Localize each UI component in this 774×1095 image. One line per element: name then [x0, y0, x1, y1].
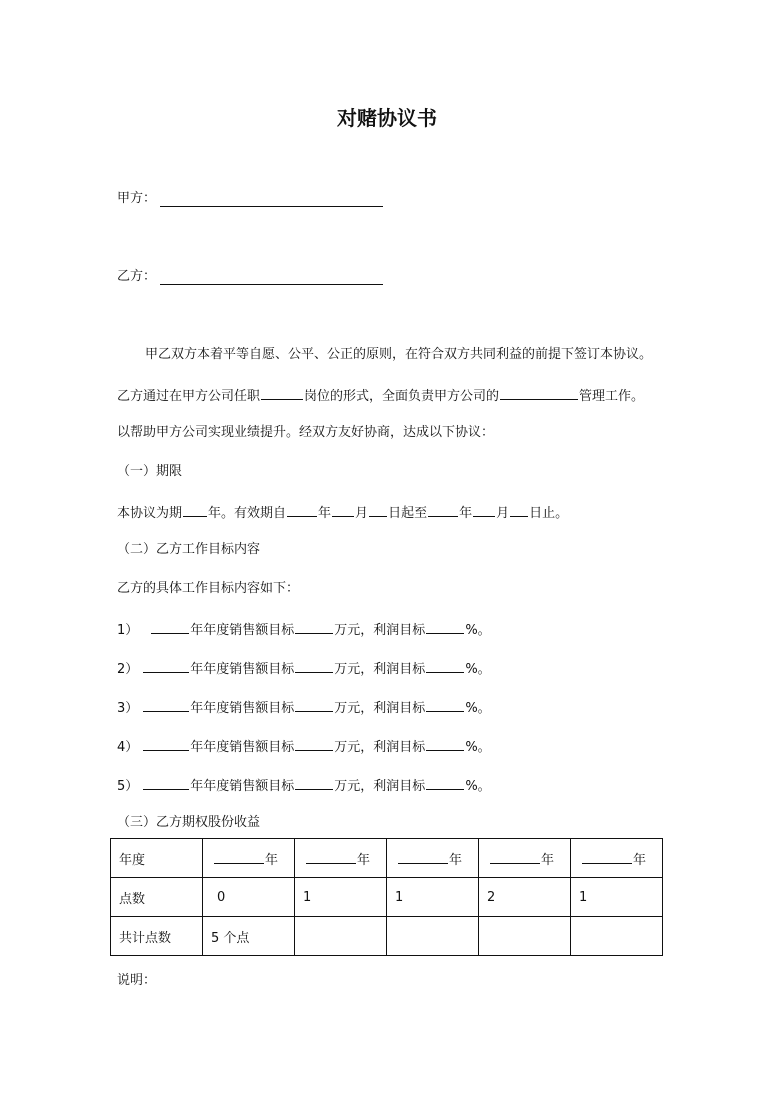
sales-target-label: 年年度销售额目标: [190, 662, 295, 677]
sales-target-label: 年年度销售额目标: [190, 701, 295, 716]
sales-target-label: 年年度销售额目标: [190, 623, 295, 638]
target-item-number: 3）: [117, 701, 139, 716]
end-day-blank[interactable]: [510, 502, 528, 517]
year-blank[interactable]: [214, 849, 264, 864]
management-area-blank[interactable]: [500, 385, 578, 400]
term-text-7: 月: [496, 506, 510, 521]
year-cell[interactable]: [387, 839, 479, 878]
row-label-year: 年度: [111, 839, 203, 878]
row-label-points: 点数: [111, 878, 203, 917]
row-label-total: 共计点数: [111, 917, 203, 956]
sales-target-label: 年年度销售额目标: [190, 740, 295, 755]
target-year-blank[interactable]: [143, 775, 189, 790]
intro-line-3: 以帮助甲方公司实现业绩提升。经双方友好协商，达成以下协议：: [117, 425, 495, 440]
empty-cell: [387, 917, 479, 956]
year-blank[interactable]: [398, 849, 448, 864]
year-blank[interactable]: [582, 849, 632, 864]
empty-cell: [295, 917, 387, 956]
sales-target-blank[interactable]: [295, 736, 333, 751]
sales-target-label: 年年度销售额目标: [190, 779, 295, 794]
year-cell[interactable]: [479, 839, 571, 878]
year-suffix: 年: [448, 852, 462, 868]
target-year-blank[interactable]: [143, 736, 189, 751]
empty-cell: [571, 917, 663, 956]
profit-target-label: 万元，利润目标: [334, 779, 426, 794]
term-years-blank[interactable]: [183, 502, 207, 517]
target-item: [117, 736, 491, 757]
position-blank[interactable]: [261, 385, 303, 400]
sales-target-blank[interactable]: [295, 619, 333, 634]
profit-target-blank[interactable]: [426, 775, 464, 790]
year-suffix: 年: [632, 852, 646, 868]
start-day-blank[interactable]: [369, 502, 387, 517]
party-b-blank[interactable]: [160, 284, 383, 285]
start-month-blank[interactable]: [332, 502, 354, 517]
intro-line-2-part-a: 乙方通过在甲方公司任职: [117, 389, 261, 404]
percent-label: %。: [465, 662, 491, 677]
intro-line-2-part-c: 管理工作。: [579, 389, 645, 404]
term-text-1: 本协议为期: [117, 506, 183, 521]
end-year-blank[interactable]: [428, 502, 458, 517]
intro-line-2-part-b: 岗位的形式，全面负责甲方公司的: [304, 389, 500, 404]
total-points-cell: 5 个点: [203, 917, 295, 956]
section-2-intro: 乙方的具体工作目标内容如下：: [117, 581, 300, 596]
term-text-2: 年。有效期自: [208, 506, 287, 521]
target-item: [117, 697, 491, 718]
party-a-label: 甲方：: [117, 191, 157, 206]
profit-target-label: 万元，利润目标: [334, 623, 426, 638]
table-row: [111, 839, 663, 878]
year-suffix: 年: [356, 852, 370, 868]
term-text-3: 年: [318, 506, 332, 521]
profit-target-label: 万元，利润目标: [334, 701, 426, 716]
target-year-blank[interactable]: [151, 619, 189, 634]
empty-cell: [479, 917, 571, 956]
profit-target-blank[interactable]: [426, 619, 464, 634]
profit-target-blank[interactable]: [426, 697, 464, 712]
target-item-number: 2）: [117, 662, 139, 677]
table-row: [111, 878, 663, 917]
profit-target-label: 万元，利润目标: [334, 740, 426, 755]
year-cell[interactable]: [571, 839, 663, 878]
party-b-label: 乙方：: [117, 269, 157, 284]
target-item: [117, 619, 491, 640]
percent-label: %。: [465, 779, 491, 794]
year-suffix: 年: [264, 852, 278, 868]
year-blank[interactable]: [306, 849, 356, 864]
year-cell[interactable]: [203, 839, 295, 878]
points-cell: 0: [203, 878, 295, 917]
term-text-5: 日起至: [388, 506, 428, 521]
profit-target-blank[interactable]: [426, 658, 464, 673]
end-month-blank[interactable]: [473, 502, 495, 517]
profit-target-label: 万元，利润目标: [334, 662, 426, 677]
target-item-number: 5）: [117, 779, 139, 794]
percent-label: %。: [465, 623, 491, 638]
points-cell: 1: [571, 878, 663, 917]
percent-label: %。: [465, 740, 491, 755]
term-text-4: 月: [355, 506, 369, 521]
sales-target-blank[interactable]: [295, 775, 333, 790]
profit-target-blank[interactable]: [426, 736, 464, 751]
target-item-number: 1）: [117, 623, 139, 638]
term-line: [117, 502, 568, 523]
equity-table: [110, 838, 663, 956]
points-cell: 1: [295, 878, 387, 917]
document-title: 对赌协议书: [337, 106, 437, 130]
points-cell: 2: [479, 878, 571, 917]
note-label: 说明：: [117, 973, 157, 988]
table-row: [111, 917, 663, 956]
target-item: [117, 775, 491, 796]
target-year-blank[interactable]: [143, 697, 189, 712]
year-suffix: 年: [540, 852, 554, 868]
target-item: [117, 658, 491, 679]
party-a-blank[interactable]: [160, 206, 383, 207]
intro-line-2: [117, 385, 644, 406]
percent-label: %。: [465, 701, 491, 716]
intro-line-1: 甲乙双方本着平等自愿、公平、公正的原则，在符合双方共同利益的前提下签订本协议。: [145, 347, 653, 362]
target-year-blank[interactable]: [143, 658, 189, 673]
sales-target-blank[interactable]: [295, 658, 333, 673]
start-year-blank[interactable]: [287, 502, 317, 517]
sales-target-blank[interactable]: [295, 697, 333, 712]
section-3-heading: （三）乙方期权股份收益: [117, 815, 261, 830]
target-item-number: 4）: [117, 740, 139, 755]
section-1-heading: （一）期限: [117, 464, 183, 479]
points-cell: 1: [387, 878, 479, 917]
section-2-heading: （二）乙方工作目标内容: [117, 542, 261, 557]
term-text-8: 日止。: [529, 506, 569, 521]
year-cell[interactable]: [295, 839, 387, 878]
term-text-6: 年: [459, 506, 473, 521]
year-blank[interactable]: [490, 849, 540, 864]
